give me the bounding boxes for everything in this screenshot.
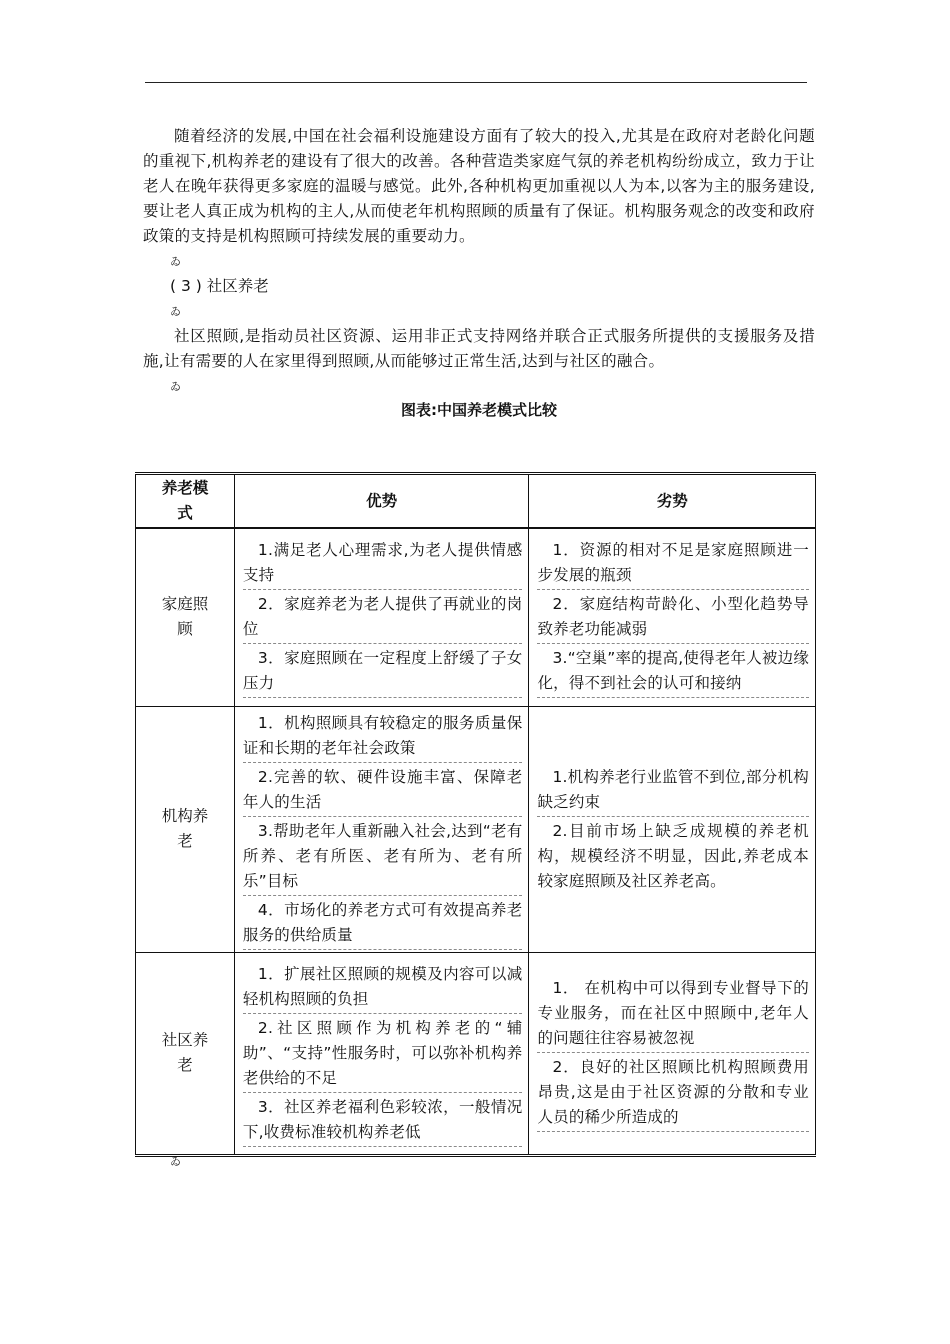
header-mode: 养老模式 xyxy=(136,474,235,529)
comparison-table xyxy=(135,472,816,1157)
disadvantage-item: 1.机构养老行业监管不到位,部分机构缺乏约束 xyxy=(537,765,809,817)
disadvantages-cell xyxy=(529,952,816,1155)
disadvantage-item: 2．家庭结构苛龄化、小型化趋势导致养老功能减弱 xyxy=(537,592,809,644)
paragraph-mark: ゐ xyxy=(170,380,181,393)
table-caption: 图表:中国养老模式比较 xyxy=(401,401,557,419)
advantage-item: 4．市场化的养老方式可有效提高养老服务的供给质量 xyxy=(243,898,523,950)
disadvantages-cell xyxy=(529,528,816,706)
advantage-item: 3．社区养老福利色彩较浓，一般情况下,收费标准较机构养老低 xyxy=(243,1095,523,1147)
advantage-item: 1．机构照顾具有较稳定的服务质量保证和长期的老年社会政策 xyxy=(243,711,523,763)
paragraph-mark: ゐ xyxy=(170,305,181,318)
table-row xyxy=(136,528,816,706)
mode-cell: 家庭照顾 xyxy=(136,528,235,706)
advantage-item: 3．家庭照顾在一定程度上舒缓了子女压力 xyxy=(243,646,523,698)
paragraph-mark: ゐ xyxy=(170,1155,181,1168)
mode-cell: 社区养老 xyxy=(136,952,235,1155)
disadvantage-item: 1． 在机构中可以得到专业督导下的专业服务，而在社区中照顾中,老年人的问题往往容易被忽视 xyxy=(537,976,809,1053)
header-rule xyxy=(145,82,807,83)
advantage-item: 2.社区照顾作为机构养老的“辅助”、“支持”性服务时，可以弥补机构养老供给的不足 xyxy=(243,1016,523,1093)
header-disadvantages: 劣势 xyxy=(529,474,816,529)
disadvantages-cell xyxy=(529,706,816,952)
advantage-item: 1．扩展社区照顾的规模及内容可以减轻机构照顾的负担 xyxy=(243,962,523,1014)
disadvantage-item: 1．资源的相对不足是家庭照顾进一步发展的瓶颈 xyxy=(537,538,809,590)
table-header-row xyxy=(136,474,816,529)
paragraph-mark: ゐ xyxy=(170,255,181,268)
advantage-item: 1.满足老人心理需求,为老人提供情感支持 xyxy=(243,538,523,590)
table-row xyxy=(136,706,816,952)
section-title-community-care: ( 3 ) 社区养老 xyxy=(170,277,269,295)
advantages-cell xyxy=(234,952,529,1155)
advantage-item: 3.帮助老年人重新融入社会,达到“老有所养、老有所医、老有所为、老有所乐”目标 xyxy=(243,819,523,896)
advantage-item: 2．家庭养老为老人提供了再就业的岗位 xyxy=(243,592,523,644)
disadvantage-item: 3.“空巢”率的提高,使得老年人被边缘化，得不到社会的认可和接纳 xyxy=(537,646,809,698)
paragraph-community-care: 社区照顾,是指动员社区资源、运用非正式支持网络并联合正式服务所提供的支援服务及措施,让有需要的人在家里得到照顾,从而能够过正常生活,达到与社区的融合。 xyxy=(143,327,815,370)
disadvantage-item: 2．良好的社区照顾比机构照顾费用昂贵,这是由于社区资源的分散和专业人员的稀少所造成的 xyxy=(537,1055,809,1132)
document-body xyxy=(143,124,815,421)
advantages-cell xyxy=(234,706,529,952)
advantage-item: 2.完善的软、硬件设施丰富、保障老年人的生活 xyxy=(243,765,523,817)
advantages-cell xyxy=(234,528,529,706)
disadvantage-item: 2.目前市场上缺乏成规模的养老机构，规模经济不明显，因此,养老成本较家庭照顾及社区养老高。 xyxy=(537,822,809,890)
header-advantages: 优势 xyxy=(234,474,529,529)
paragraph-institutional-care: 随着经济的发展,中国在社会福利设施建设方面有了较大的投入,尤其是在政府对老龄化问题的重视下,机构养老的建设有了很大的改善。各种营造类家庭气氛的养老机构纷纷成立，致力于让老人在晚年获得更多家庭的温暖与感觉。此外,各种机构更加重视以人为本,以客为主的服务建设,要让老人真正成为机构的主人,从而使老年机构照顾的质量有了保证。机构服务观念的改变和政府政策的支持是机构照顾可持续发展的重要动力。 xyxy=(143,127,815,245)
mode-cell: 机构养老 xyxy=(136,706,235,952)
table-row xyxy=(136,952,816,1155)
